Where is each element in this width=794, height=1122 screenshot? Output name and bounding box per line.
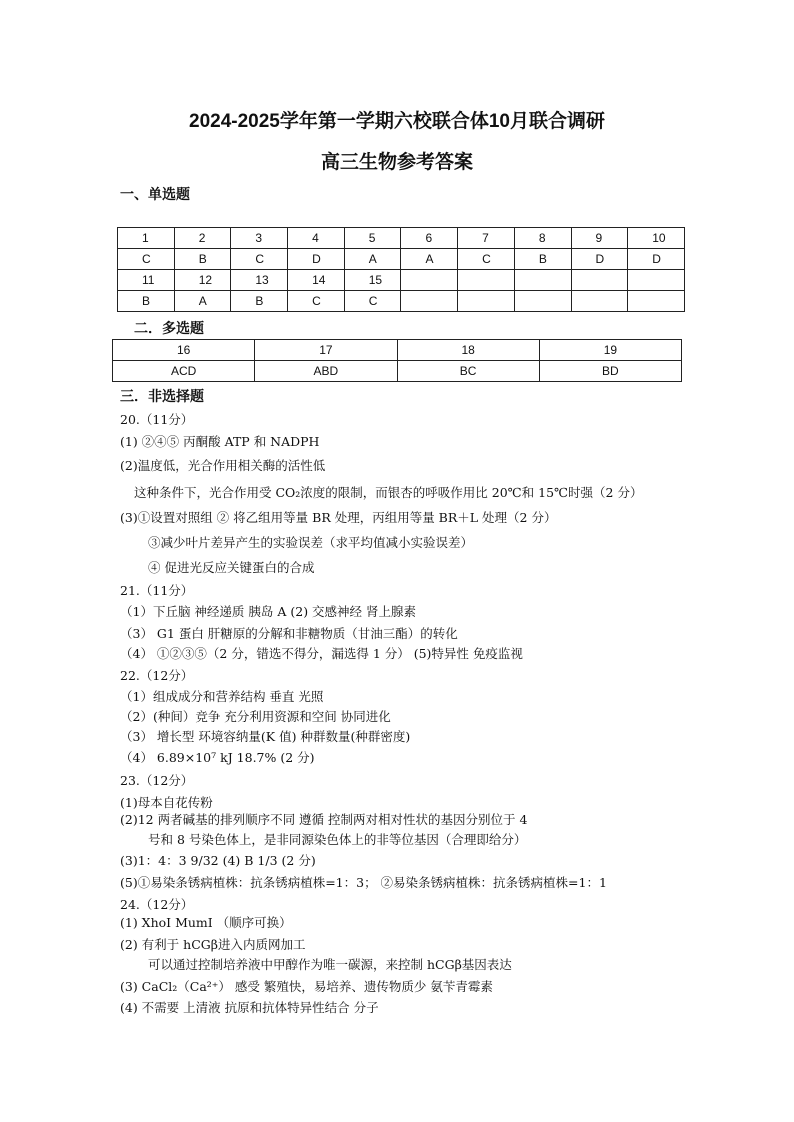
question-number-cell: 10 [628,228,685,249]
answer-cell [458,291,515,312]
question-heading: 21.（11分） [120,583,194,598]
answer-cell: C [288,291,345,312]
answer-line: (2)12 两者碱基的排列顺序不同 遵循 控制两对相对性状的基因分别位于 4 [120,812,528,827]
question-number-cell [514,270,571,291]
answer-line: (3)①设置对照组 ② 将乙组用等量 BR 处理，丙组用等量 BR＋L 处理（2 分） [120,510,557,525]
answer-line: （3） 增长型 环境容纳量(K 值) 种群数量(种群密度) [120,729,411,744]
question-number-cell: 2 [174,228,231,249]
question-heading: 24.（12分） [120,897,194,912]
question-number-cell: 14 [288,270,345,291]
answer-line: (5)①易染条锈病植株：抗条锈病植株=1：3； ②易染条锈病植株：抗条锈病植株=1：1 [120,875,607,890]
question-number-cell: 5 [344,228,401,249]
answer-line: (1) ②④⑤ 丙酮酸 ATP 和 NADPH [120,434,320,449]
question-number-cell: 8 [514,228,571,249]
answer-cell [514,291,571,312]
question-heading: 20.（11分） [120,412,194,427]
answer-cell: B [118,291,175,312]
answer-cell [628,291,685,312]
answer-cell [571,291,628,312]
question-number-cell [401,270,458,291]
answer-line: (3) CaCl₂（Ca²⁺） 感受 繁殖快，易培养、遗传物质少 氨苄青霉素 [120,979,493,994]
answer-cell: C [231,249,288,270]
question-number-cell: 7 [458,228,515,249]
answer-line: 这种条件下，光合作用受 CO₂浓度的限制，而银杏的呼吸作用比 20℃和 15℃时强（2 分） [134,485,643,500]
question-number-cell: 12 [174,270,231,291]
question-number-cell: 13 [231,270,288,291]
answer-line: （3） G1 蛋白 肝糖原的分解和非糖物质（甘油三酯）的转化 [120,626,458,641]
answer-cell: A [174,291,231,312]
document-title: 2024-2025学年第一学期六校联合体10月联合调研 [189,111,605,132]
answer-line: 可以通过控制培养液中甲醇作为唯一碳源，来控制 hCGβ基因表达 [148,957,512,972]
answer-line: (2)温度低，光合作用相关酶的活性低 [120,458,326,473]
answer-cell: A [344,249,401,270]
answer-cell: ACD [113,361,255,382]
answer-cell: D [628,249,685,270]
answer-line: （4） 6.89×10⁷ kJ 18.7% (2 分) [120,750,315,765]
table-row [113,340,682,361]
answer-cell: C [458,249,515,270]
question-number-cell: 11 [118,270,175,291]
answer-line: 号和 8 号染色体上，是非同源染色体上的非等位基因（合理即给分） [148,832,527,847]
multi-choice-answer-table [112,339,682,382]
answer-cell: BC [397,361,539,382]
table-row [118,291,685,312]
answer-line: (1) XhoⅠ MumⅠ （顺序可换） [120,915,292,930]
answer-line: (3)1：4：3 9/32 (4) B 1/3 (2 分) [120,853,316,868]
answer-line: （2）(种间）竞争 充分利用资源和空间 协同进化 [120,709,391,724]
answer-cell: ABD [255,361,397,382]
answer-cell: B [174,249,231,270]
answer-cell: A [401,249,458,270]
question-number-cell [458,270,515,291]
answer-line: (4) 不需要 上清液 抗原和抗体特异性结合 分子 [120,1000,379,1015]
answer-line: ④ 促进光反应关键蛋白的合成 [148,560,315,575]
single-choice-answer-table [117,227,685,312]
question-number-cell: 15 [344,270,401,291]
answer-line: (1)母本自花传粉 [120,795,213,810]
question-number-cell: 3 [231,228,288,249]
question-number-cell: 4 [288,228,345,249]
answer-line: （1）下丘脑 神经递质 胰岛 A (2) 交感神经 肾上腺素 [120,604,417,619]
question-number-cell: 17 [255,340,397,361]
section-heading-single-choice: 一、单选题 [120,186,190,202]
question-number-cell [571,270,628,291]
question-number-cell: 16 [113,340,255,361]
answer-cell: B [514,249,571,270]
question-heading: 22.（12分） [120,668,194,683]
table-row [118,270,685,291]
answer-cell: BD [539,361,681,382]
answer-line: ③减少叶片差异产生的实验误差（求平均值减小实验误差） [148,535,474,550]
question-number-cell: 19 [539,340,681,361]
table-row [118,249,685,270]
question-number-cell: 18 [397,340,539,361]
answer-cell: D [571,249,628,270]
answer-cell: D [288,249,345,270]
question-number-cell: 1 [118,228,175,249]
question-heading: 23.（12分） [120,773,194,788]
answer-line: (2) 有利于 hCGβ进入内质网加工 [120,937,306,952]
answer-line: （4） ①②③⑤（2 分，错选不得分，漏选得 1 分） (5)特异性 免疫监视 [120,646,523,661]
answer-cell: C [344,291,401,312]
section-heading-multi-choice: 二．多选题 [134,320,204,336]
question-number-cell: 9 [571,228,628,249]
question-number-cell: 6 [401,228,458,249]
table-row [118,228,685,249]
question-number-cell [628,270,685,291]
answer-cell [401,291,458,312]
answer-line: （1）组成成分和营养结构 垂直 光照 [120,689,324,704]
table-row [113,361,682,382]
answer-cell: C [118,249,175,270]
document-subtitle: 高三生物参考答案 [320,152,473,173]
section-heading-non-choice: 三．非选择题 [120,388,204,404]
answer-cell: B [231,291,288,312]
